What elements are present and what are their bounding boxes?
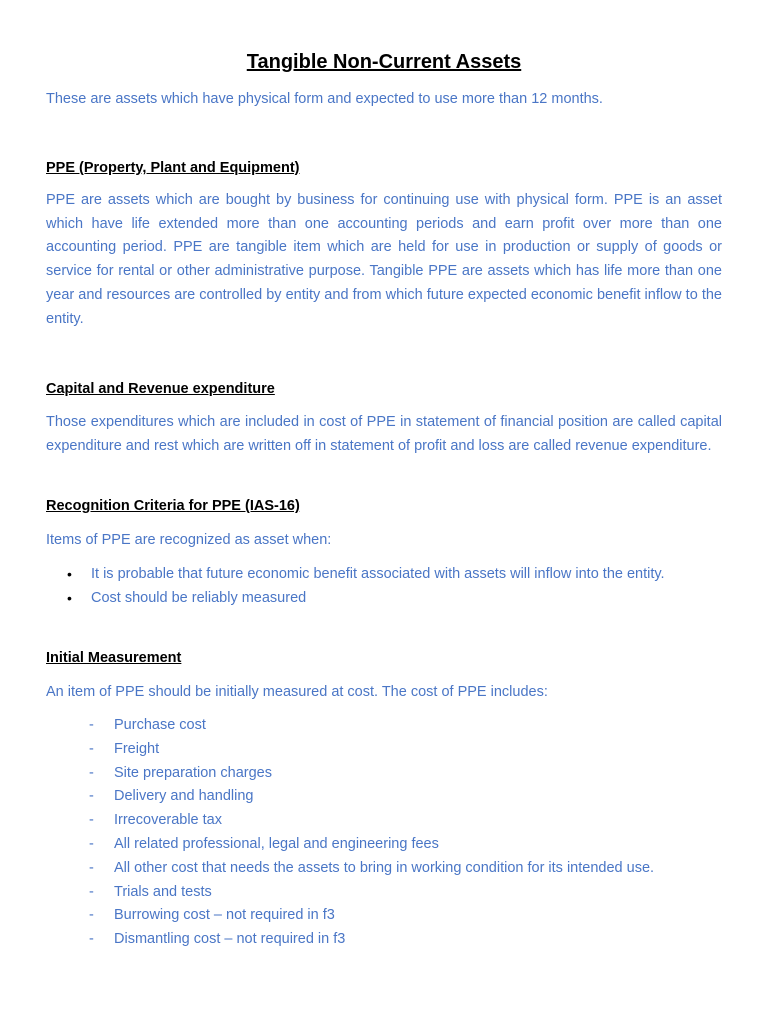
intro-paragraph: These are assets which have physical form and expected to use more than 12 months. <box>46 91 603 107</box>
list-item <box>46 714 722 738</box>
bullet-icon: • <box>67 566 72 582</box>
list-item-text: Dismantling cost – not required in f3 <box>114 931 346 948</box>
bullet-icon: • <box>67 589 72 606</box>
list-item-text: All related professional, legal and engineering fees <box>114 835 439 852</box>
list-item-text: Irrecoverable tax <box>114 812 222 829</box>
dash-icon: - <box>89 883 94 900</box>
list-item-text: Purchase cost <box>114 717 206 733</box>
list-item-text: Freight <box>114 740 160 757</box>
list-item <box>46 904 722 928</box>
list-item <box>46 563 722 587</box>
list-item <box>46 881 722 905</box>
capital-paragraph: Those expenditures which are included in cost of PPE in statement of financial position are called capital expenditure and rest which are written off in statement of profit and loss are called revenue expenditure. <box>46 414 722 454</box>
list-item-text: It is probable that future economic benefit associated with assets will inflow into the entity. <box>91 566 665 582</box>
list-item <box>46 762 722 786</box>
initial-measurement-heading: Initial Measurement <box>46 650 182 666</box>
recognition-bullet-list <box>46 563 722 610</box>
recognition-heading: Recognition Criteria for PPE (IAS-16) <box>46 498 300 514</box>
dash-icon: - <box>89 764 94 781</box>
list-item-text: Burrowing cost – not required in f3 <box>114 907 335 924</box>
list-item-text: Site preparation charges <box>114 764 272 781</box>
dash-icon: - <box>89 740 94 757</box>
list-item <box>46 738 722 762</box>
dash-icon: - <box>89 788 94 805</box>
dash-icon: - <box>89 859 94 876</box>
recognition-paragraph: Items of PPE are recognized as asset when: <box>46 532 332 548</box>
dash-icon: - <box>89 717 94 733</box>
ppe-heading: PPE (Property, Plant and Equipment) <box>46 160 300 176</box>
dash-icon: - <box>89 931 94 948</box>
cost-items-list <box>46 714 722 952</box>
list-item-text: Trials and tests <box>114 883 212 900</box>
ppe-paragraph: PPE are assets which are bought by business for continuing use with physical form. PPE is an asset which have life extended more than one accounting periods and earn profit over more than one accounting period. PPE are tangible item which are held for use in production or supply of goods or service for rental or other administrative purpose. Tangible PPE are assets which has life more than one year and resources are controlled by entity and from which future expected economic benefit inflow to the entity. <box>46 192 722 327</box>
list-item <box>46 857 722 881</box>
initial-measurement-paragraph: An item of PPE should be initially measured at cost. The cost of PPE includes: <box>46 684 548 700</box>
list-item <box>46 809 722 833</box>
list-item <box>46 785 722 809</box>
list-item <box>46 833 722 857</box>
dash-icon: - <box>89 812 94 829</box>
list-item-text: Delivery and handling <box>114 788 254 805</box>
page-title: Tangible Non-Current Assets <box>246 51 522 73</box>
dash-icon: - <box>89 835 94 852</box>
list-item-text: All other cost that needs the assets to bring in working condition for its intended use. <box>114 859 655 876</box>
capital-heading: Capital and Revenue expenditure <box>46 381 275 397</box>
list-item-text: Cost should be reliably measured <box>91 589 307 606</box>
list-item <box>46 928 722 952</box>
list-item <box>46 587 722 611</box>
dash-icon: - <box>89 907 94 924</box>
